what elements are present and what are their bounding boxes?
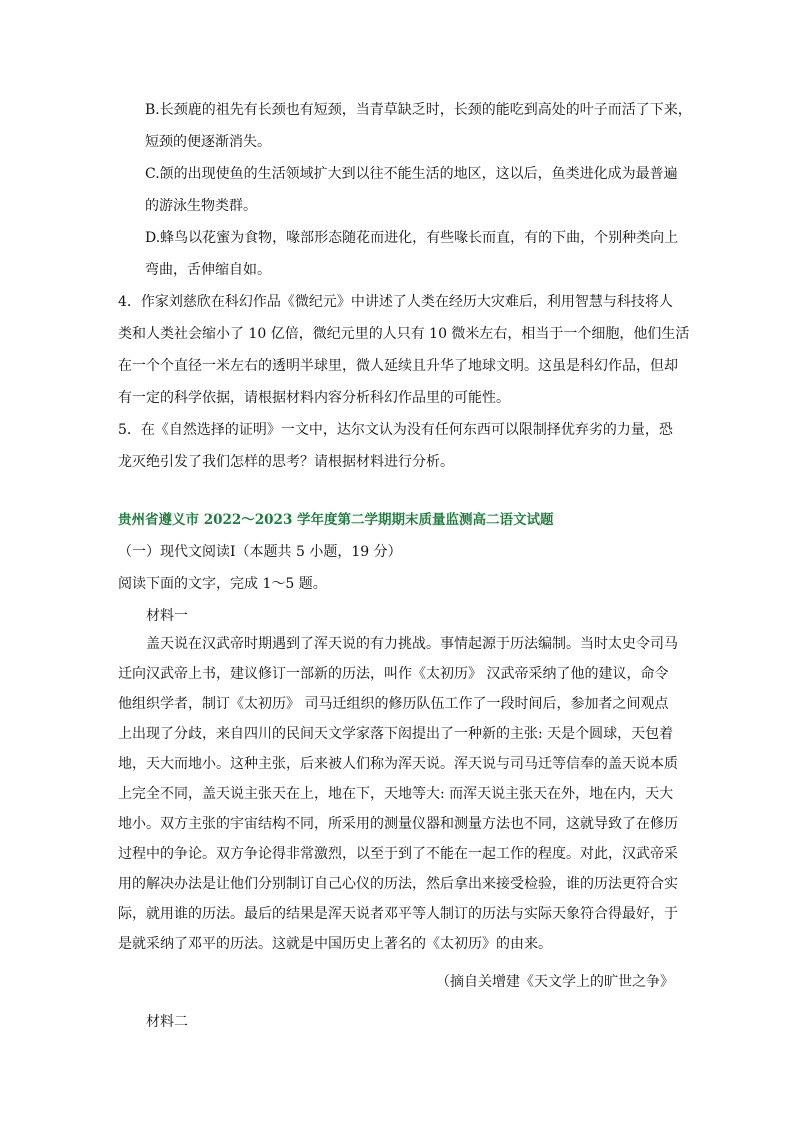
material-1-paragraph-line: 际，就用谁的历法。最后的结果是浑天说者邓平等人制订的历法与实际天象符合得最好，于: [118, 906, 678, 922]
question-4-line-1: 4．作家刘慈欣在科幻作品《微纪元》中讲述了人类在经历大灾难后，利用智慧与科技将人: [118, 294, 673, 310]
question-5-line-1: 5．在《自然选择的证明》一文中，达尔文认为没有任何东西可以限制择优弃劣的力量，恐: [118, 422, 673, 438]
option-b-line-1: B.长颈鹿的祖先有长颈也有短颈，当青草缺乏时，长颈的能吃到高处的叶子而活了下来，: [145, 102, 692, 118]
material-2-label: 材料二: [146, 1014, 188, 1030]
material-1-label: 材料一: [146, 608, 188, 624]
option-c-line-2: 的游泳生物类群。: [145, 198, 257, 214]
option-d-line-1: D.蜂鸟以花蜜为食物，喙部形态随花而进化，有些喙长而直，有的下曲，个别种类向上: [145, 230, 679, 246]
material-1-paragraph-line: 盖天说在汉武帝时期遇到了浑天说的有力挑战。事情起源于历法编制。当时太史令司马: [146, 636, 678, 652]
material-1-paragraph-line: 他组织学者，制订《太初历》 司马迁组织的修历队伍工作了一段时间后，参加者之间观点: [118, 696, 669, 712]
section-subtitle: （一）现代文阅读Ⅰ（本题共 5 小题，19 分）: [118, 544, 402, 560]
material-1-paragraph-line: 地，天大而地小。这种主张，后来被人们称为浑天说。浑天说与司马迁等信奉的盖天说本质: [118, 756, 678, 772]
option-d-line-2: 弯曲，舌伸缩自如。: [145, 262, 271, 278]
section-title: 贵州省遵义市 2022～2023 学年度第二学期期末质量监测高二语文试题: [118, 512, 554, 528]
material-1-source: （摘自关增建《天文学上的旷世之争》: [436, 974, 674, 990]
material-1-paragraph-line: 地小。双方主张的宇宙结构不同，所采用的测量仪器和测量方法也不同，这就导致了在修历: [118, 816, 678, 832]
question-4-line-4: 有一定的科学依据，请根据材料内容分析科幻作品里的可能性。: [118, 390, 510, 406]
question-4-line-3: 在一个个直径一米左右的透明半球里，微人延续且升华了地球文明。这虽是科幻作品，但却: [118, 358, 678, 374]
material-1-paragraph-line: 迁向汉武帝上书，建议修订一部新的历法，叫作《太初历》 汉武帝采纳了他的建议，命令: [118, 666, 669, 682]
section-instruction: 阅读下面的文字，完成 1～5 题。: [118, 576, 327, 592]
material-1-paragraph-line: 上完全不同，盖天说主张天在上，地在下，天地等大: 而浑天说主张天在外，地在内，天大: [118, 786, 674, 802]
option-c-line-1: C.颌的出现使鱼的生活领域扩大到以往不能生活的地区，这以后，鱼类进化成为最普遍: [145, 166, 678, 182]
material-1-paragraph-line: 上出现了分歧，来自四川的民间天文学家落下闳提出了一种新的主张: 天是个圆球，天包着: [118, 726, 674, 742]
material-1-paragraph-line: 是就采纳了邓平的历法。这就是中国历史上著名的《太初历》的由来。: [118, 936, 552, 952]
question-4-line-2: 类和人类社会缩小了 10 亿倍，微纪元里的人只有 10 微米左右，相当于一个细胞，他们生活: [118, 326, 690, 342]
option-b-line-2: 短颈的便逐渐消失。: [145, 134, 271, 150]
question-5-line-2: 龙灭绝引发了我们怎样的思考？请根据材料进行分析。: [118, 454, 454, 470]
material-1-paragraph-line: 过程中的争论。双方争论得非常激烈，以至于到了不能在一起工作的程度。对此，汉武帝采: [118, 846, 678, 862]
material-1-paragraph-line: 用的解决办法是让他们分别制订自己心仪的历法，然后拿出来接受检验，谁的历法更符合实: [118, 876, 678, 892]
